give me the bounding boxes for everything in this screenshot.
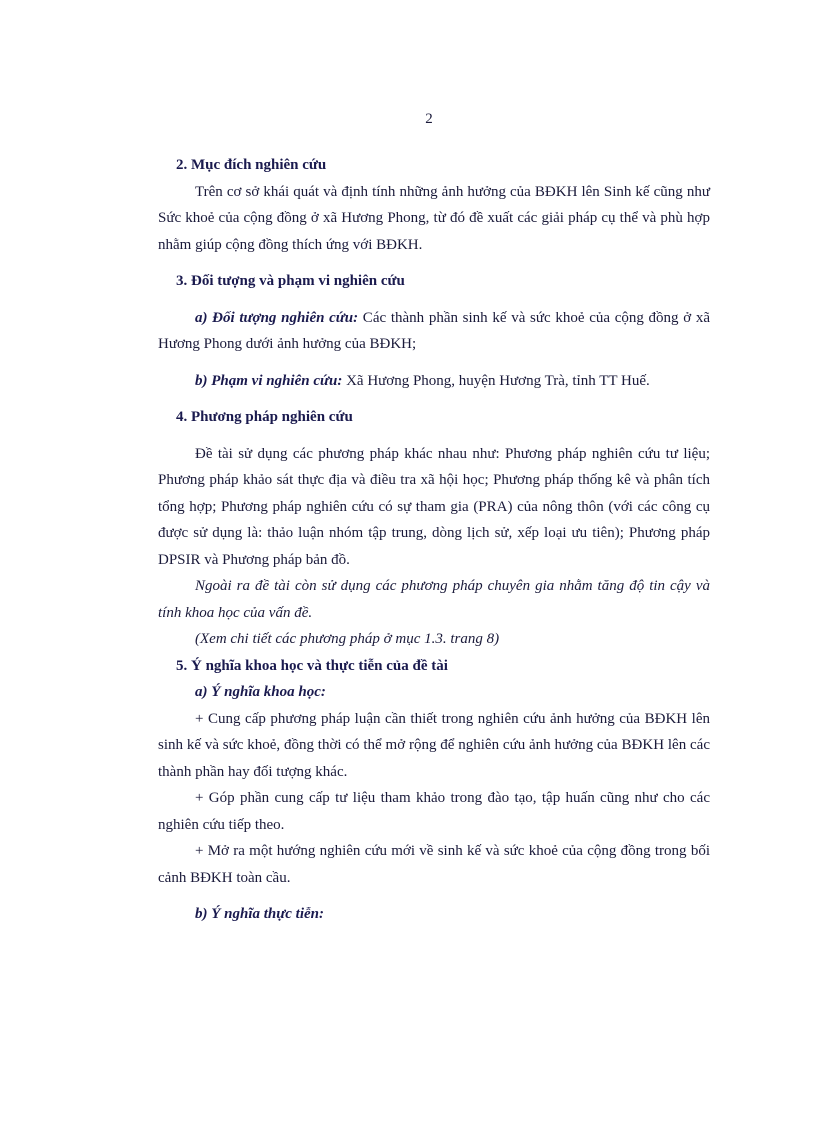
section-5-heading: 5. Ý nghĩa khoa học và thực tiễn của đề tài: [176, 657, 448, 674]
section-4-italic-note: (Xem chi tiết các phương pháp ở mục 1.3. trang 8): [195, 631, 500, 647]
section-5-bullet: + Cung cấp phương pháp luận cần thiết trong nghiên cứu ảnh hưởng của BĐKH lên sinh kế và sức khoẻ, đồng thời có thể mở rộng để nghiên cứu ảnh hưởng của BĐKH lên các thành phần hay đối tượng khác.: [158, 710, 710, 780]
section-3-item-a-lead: a) Đối tượng nghiên cứu:: [195, 309, 359, 326]
section-4-heading: 4. Phương pháp nghiên cứu: [176, 409, 353, 425]
section-4-italic-paragraph: Ngoài ra đề tài còn sử dụng các phương pháp chuyên gia nhằm tăng độ tin cậy và tính khoa học của vấn đề.: [158, 578, 710, 621]
section-3-item-a: [158, 305, 710, 358]
section-4-paragraph: Đề tài sử dụng các phương pháp khác nhau như: Phương pháp nghiên cứu tư liệu; Phương pháp khảo sát thực địa và điều tra xã hội học; Phương pháp thống kê và phân tích tổng hợp; Phương pháp nghiên cứu có sự tham gia (PRA) của nông thôn (với các công cụ được sử dụng là: thảo luận nhóm tập trung, dòng lịch sử, xếp loại ưu tiên); Phương pháp DPSIR và Phương pháp bản đồ.: [158, 445, 710, 568]
section-3-item-b-lead: b) Phạm vi nghiên cứu:: [195, 372, 343, 389]
section-5-bullet: + Mở ra một hướng nghiên cứu mới về sinh kế và sức khoẻ của cộng đồng trong bối cảnh BĐKH toàn cầu.: [158, 843, 710, 886]
document-body: [158, 152, 710, 928]
section-5-b-heading: b) Ý nghĩa thực tiễn:: [195, 906, 324, 922]
section-3-heading: 3. Đối tượng và phạm vi nghiên cứu: [176, 273, 405, 289]
section-5-a-heading: a) Ý nghĩa khoa học:: [195, 684, 326, 700]
section-3-item-b: [158, 368, 710, 395]
section-2-paragraph: Trên cơ sở khái quát và định tính những ảnh hưởng của BĐKH lên Sinh kế cũng như Sức khoẻ của cộng đồng ở xã Hương Phong, từ đó đề xuất các giải pháp cụ thể và phù hợp nhằm giúp cộng đồng thích ứng với BĐKH.: [158, 183, 710, 253]
section-3-item-b-text: Xã Hương Phong, huyện Hương Trà, tỉnh TT Huế.: [342, 372, 650, 389]
section-2-heading: 2. Mục đích nghiên cứu: [176, 157, 327, 173]
page-number: 2: [425, 111, 433, 127]
section-3-item-a-text: Các thành phần sinh kế và sức khoẻ của cộng đồng ở xã Hương Phong dưới ảnh hưởng của BĐKH;: [158, 309, 710, 352]
section-5-bullet: + Góp phần cung cấp tư liệu tham khảo trong đào tạo, tập huấn cũng như cho các nghiên cứu tiếp theo.: [158, 790, 710, 833]
